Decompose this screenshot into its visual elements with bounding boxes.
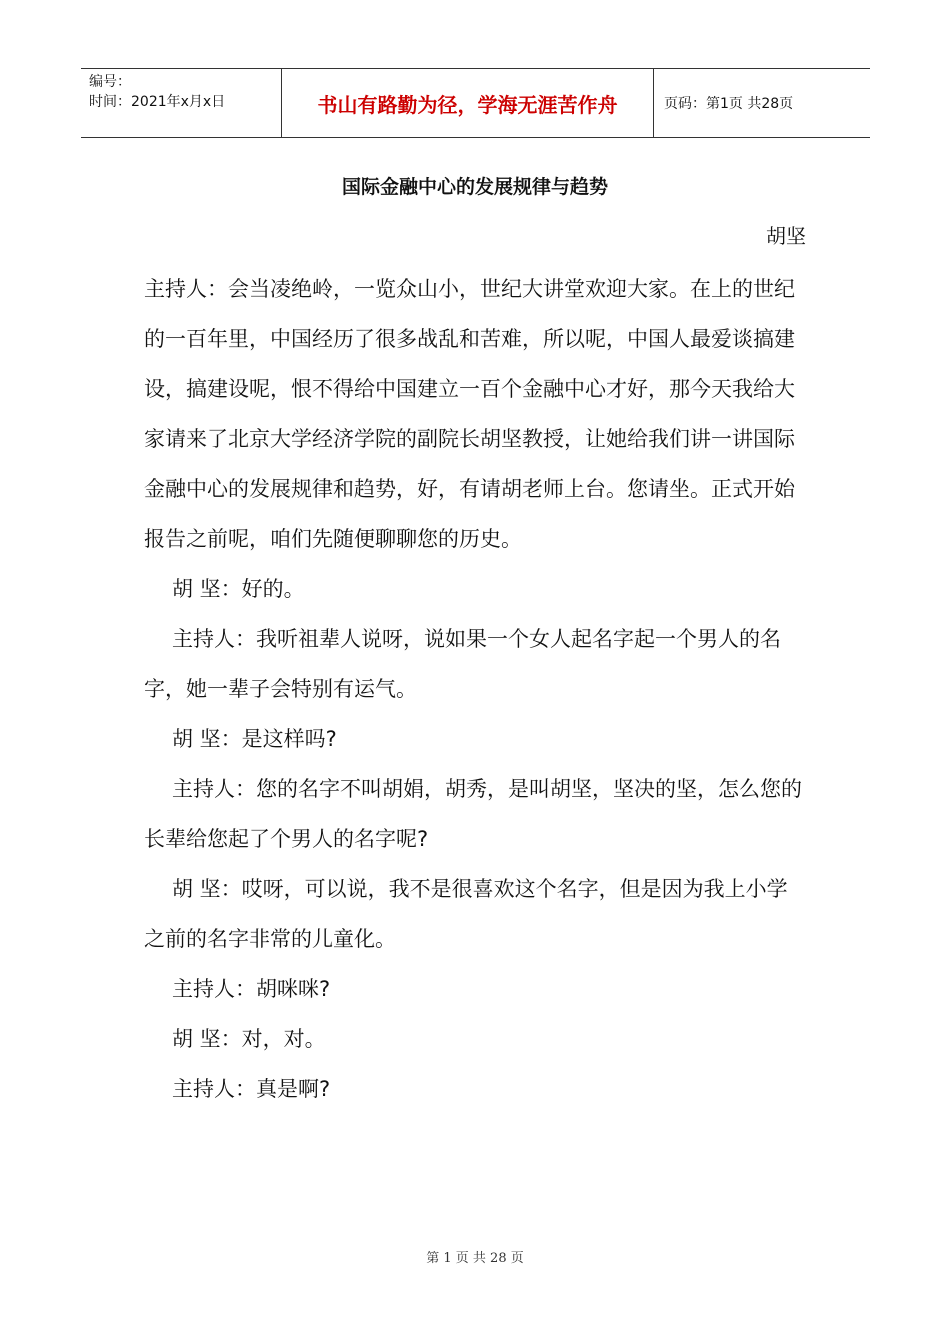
dialogue-line: 胡 坚：好的。 (172, 577, 305, 601)
dialogue-line: 胡 坚：是这样吗? (172, 727, 337, 751)
time-label: 时间：2021年x月x日 (89, 94, 226, 110)
document-header (81, 68, 870, 138)
dialogue-line: 主持人：您的名字不叫胡娟，胡秀，是叫胡坚，坚决的坚，怎么您的长辈给您起了个男人的名字呢? (144, 777, 802, 851)
motto-cell (281, 69, 654, 137)
page-footer: 第 1 页 共 28 页 (426, 1251, 524, 1266)
page-info-text: 页码：第1页 共28页 (664, 96, 794, 112)
document-title: 国际金融中心的发展规律与趋势 (341, 176, 608, 198)
number-label: 编号： (89, 74, 131, 90)
dialogue-line: 主持人：真是啊? (172, 1077, 331, 1101)
dialogue-line: 胡 坚：哎呀，可以说，我不是很喜欢这个名字，但是因为我上小学之前的名字非常的儿童化。 (144, 877, 788, 951)
dialogue-line: 胡 坚：对，对。 (172, 1027, 326, 1051)
dialogue-line: 主持人：胡咪咪? (172, 977, 331, 1001)
dialogue-line: 主持人：我听祖辈人说呀，说如果一个女人起名字起一个男人的名字，她一辈子会特别有运气。 (144, 627, 781, 701)
page-info-cell (654, 69, 870, 137)
document-author: 胡坚 (766, 224, 806, 248)
motto-text: 书山有路勤为径，学海无涯苦作舟 (317, 92, 618, 117)
document-body (144, 264, 806, 1114)
paragraph-intro: 主持人：会当凌绝岭，一览众山小，世纪大讲堂欢迎大家。在上的世纪的一百年里，中国经历了很多战乱和苦难，所以呢，中国人最爱谈搞建设，搞建设呢，恨不得给中国建立一百个金融中心才好，那今天我给大家请来了北京大学经济学院的副院长胡坚教授，让她给我们讲一讲国际金融中心的发展规律和趋势，好，有请胡老师上台。您请坐。正式开始报告之前呢，咱们先随便聊聊您的历史。 (144, 277, 795, 551)
header-meta-cell (81, 69, 281, 137)
